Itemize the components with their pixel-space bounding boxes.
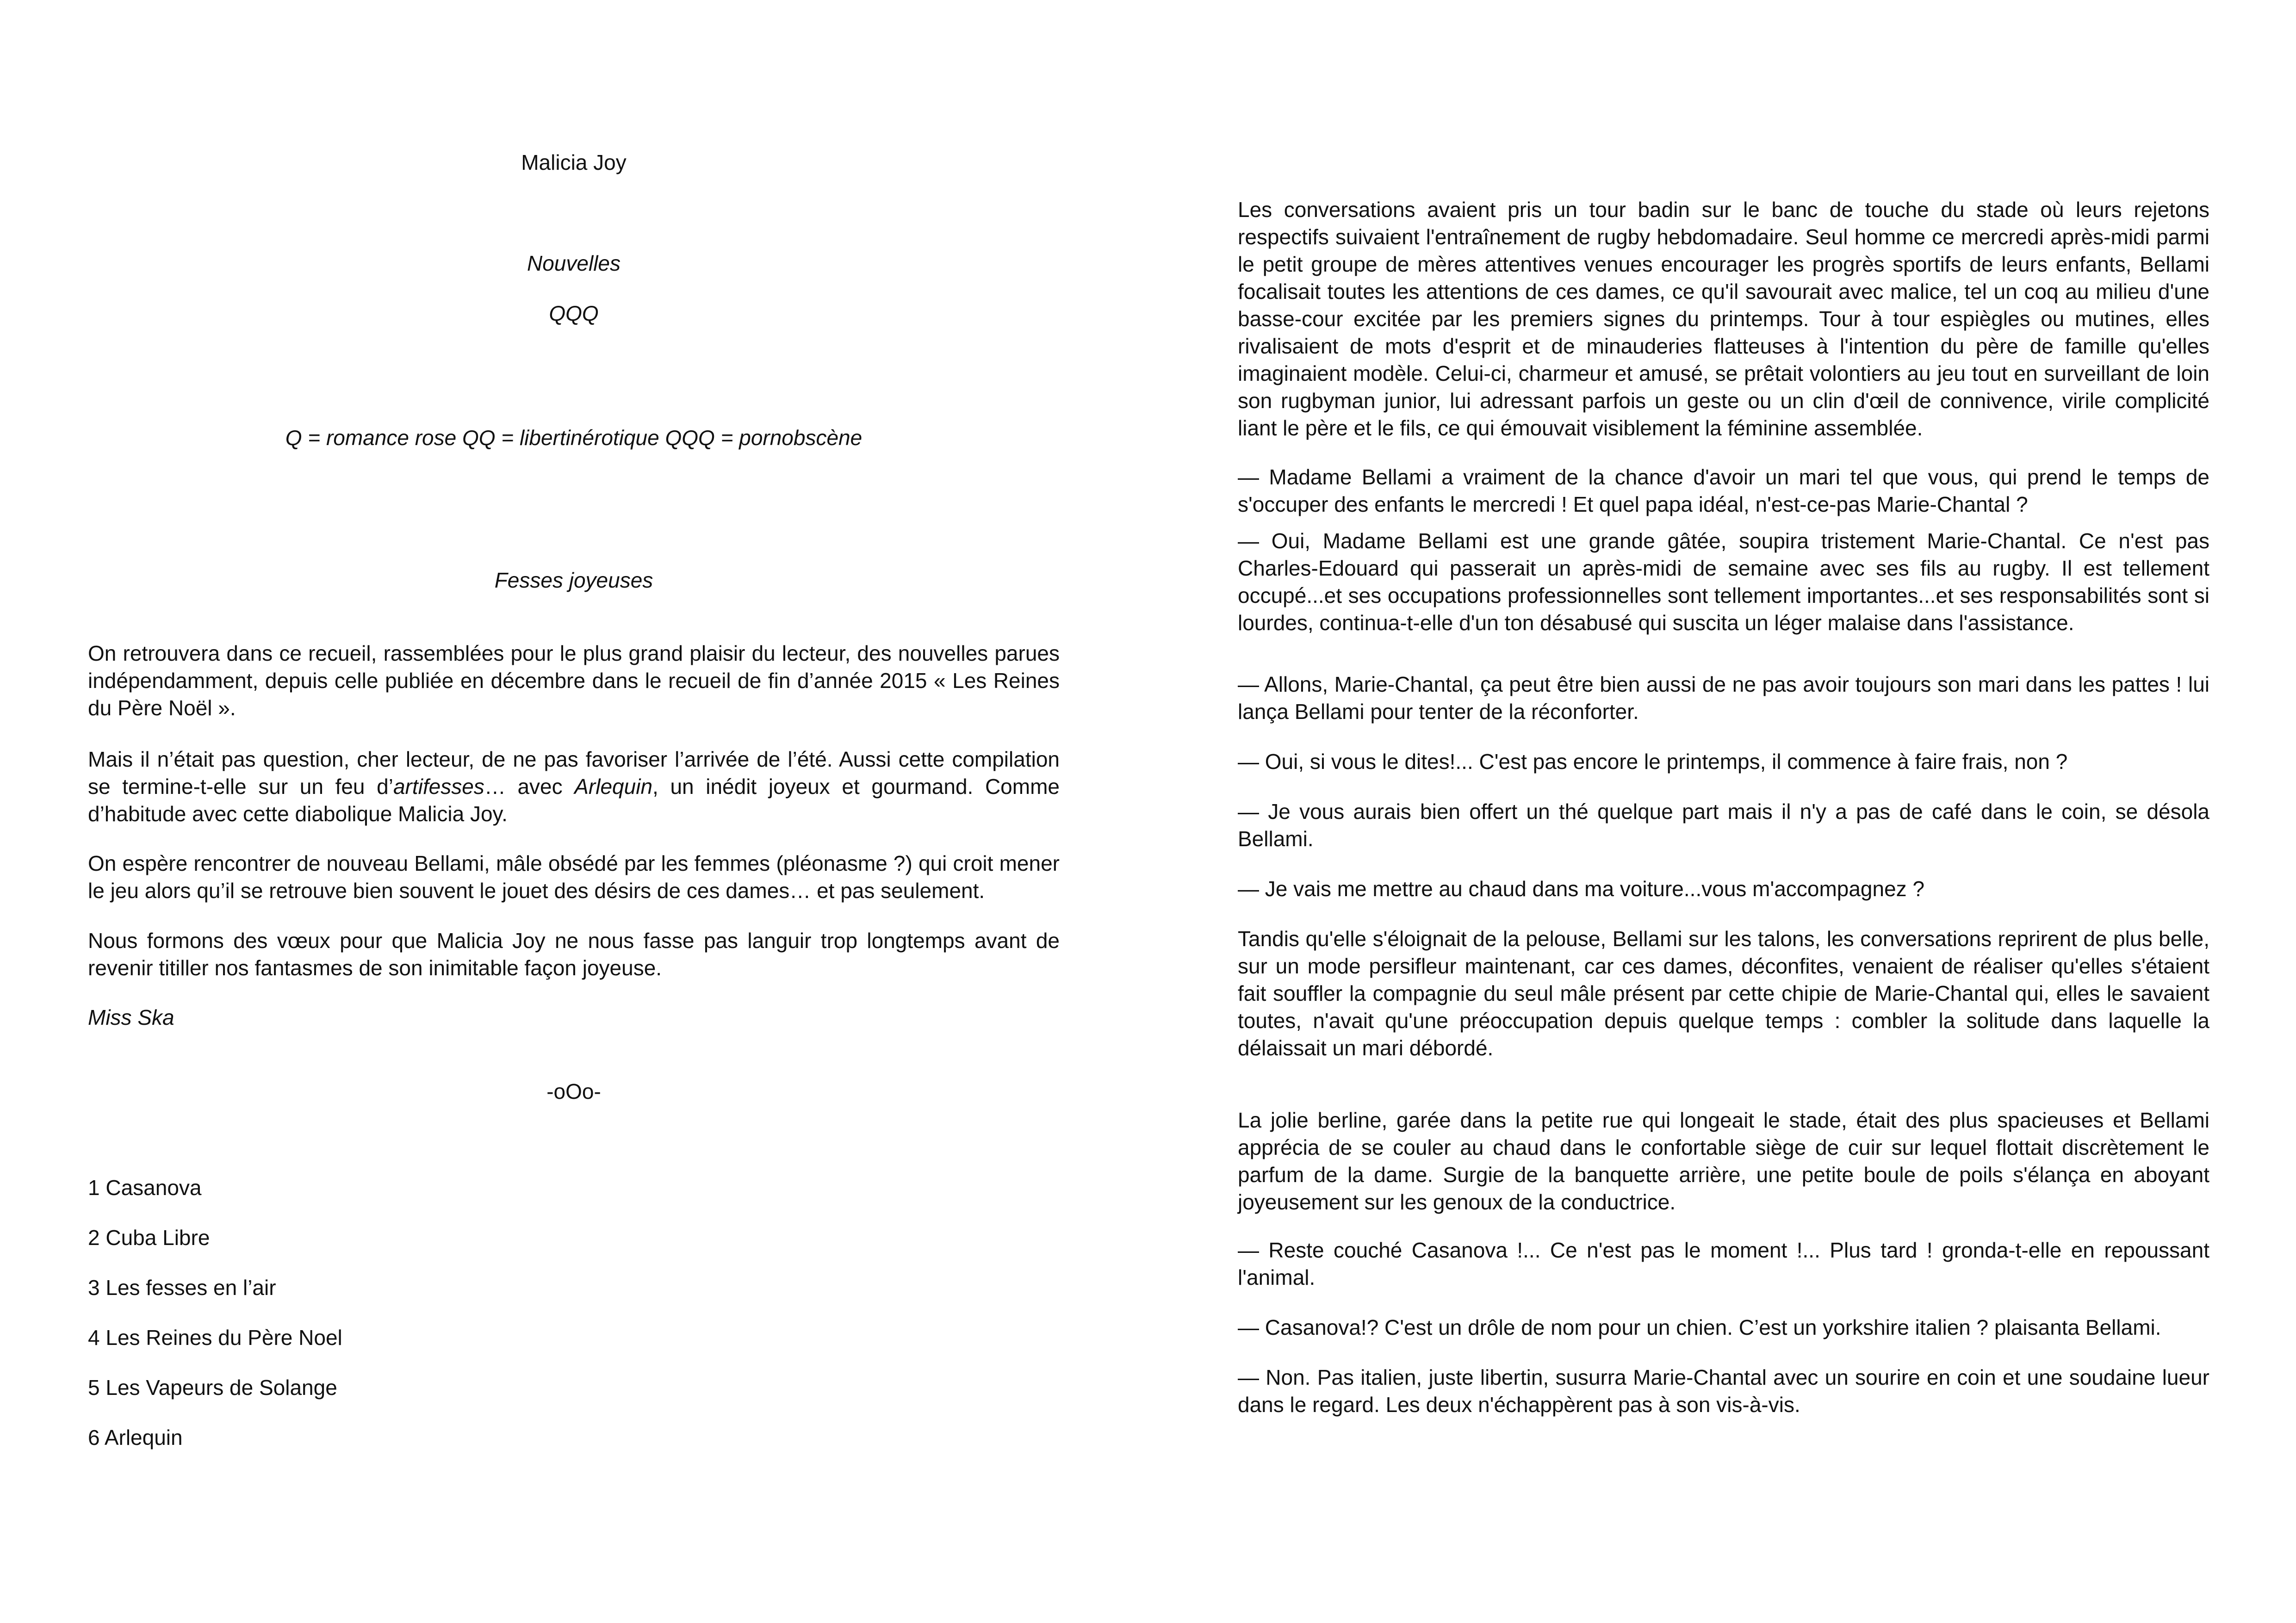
story-paragraph-10: — Reste couché Casanova !... Ce n'est pas le moment !... Plus tard ! gronda-t-elle en repoussant l'animal. [1238, 1238, 2209, 1289]
author-name: Malicia Joy [521, 150, 627, 174]
genre-label: Nouvelles [527, 251, 621, 275]
intro-paragraph-1: On retrouvera dans ce recueil, rassemblées pour le plus grand plaisir du lecteur, des nouvelles parues indépendamment, depuis celle publiée en décembre dans le recueil de fin d’année 2015 « Les Reines du Père Noël ». [88, 641, 1060, 720]
toc-item: 2 Cuba Libre [88, 1226, 210, 1250]
intro-p2-italic-arlequin: Arlequin [574, 774, 653, 799]
intro-paragraph-3: On espère rencontrer de nouveau Bellami, mâle obsédé par les femmes (pléonasme ?) qui croit mener le jeu alors qu’il se retrouve bien souvent le jouet des désirs de ces dames… et pas seulement. [88, 851, 1060, 903]
rating-legend: Q = romance rose QQ = libertinérotique QQQ = pornobscène [285, 426, 863, 450]
rating-label: QQQ [549, 301, 599, 325]
intro-paragraph-2 [88, 746, 1060, 828]
story-paragraph-5: — Oui, si vous le dites!... C'est pas encore le printemps, il commence à faire frais, non ? [1238, 750, 2068, 774]
toc-item: 6 Arlequin [88, 1425, 183, 1450]
intro-p2-text-a: Mais il n’était pas question, cher lecteur, de ne pas favoriser l’arrivée de l’été. Aussi cette compilation se termine-t-elle sur un feu d’ [88, 747, 1060, 799]
story-paragraph-9: La jolie berline, garée dans la petite rue qui longeait le stade, était des plus spacieuses et Bellami apprécia de se couler au chaud dans le confortable siège de cuir sur lequel flottait discrètement le parfum de la dame. Surgie de la banquette arrière, une petite boule de poils s'élança en aboyant joyeusement sur les genoux de la conductrice. [1238, 1108, 2209, 1214]
right-page [1238, 0, 2209, 1623]
collection-title: Fesses joyeuses [494, 568, 653, 592]
intro-p2-text-e: , un inédit joyeux et gourmand. Comme d’habitude avec cette diabolique Malicia Joy. [88, 774, 1060, 826]
signature: Miss Ska [88, 1005, 174, 1029]
toc-item: 4 Les Reines du Père Noel [88, 1326, 342, 1350]
story-paragraph-8: Tandis qu'elle s'éloignait de la pelouse, Bellami sur les talons, les conversations reprirent de plus belle, sur un mode persifleur maintenant, car ces dames, déconfites, venaient de réaliser qu'elles s'étaient fait souffler la compagnie du seul mâle présent par cette chipie de Marie-Chantal qui, elles le savaient toutes, n'avait qu'une préoccupation depuis quelque temps : combler la solitude dans laquelle la délaissait un mari débordé. [1238, 927, 2209, 1060]
story-paragraph-1: Les conversations avaient pris un tour badin sur le banc de touche du stade où leurs rejetons respectifs suivaient l'entraînement de rugby hebdomadaire. Seul homme ce mercredi après-midi parmi le petit groupe de mères attentives venues encourager les progrès sportifs de leurs enfants, Bellami focalisait toutes les attentions de ces dames, ce qu'il savourait avec malice, tel un coq au milieu d'une basse-cour excitée par les premiers signes du printemps. Tour à tour espiègles ou mutines, elles rivalisaient de mots d'esprit et de minauderies flatteuses à l'intention du père de famille qu'elles imaginaient modèle. Celui-ci, charmeur et amusé, se prêtait volontiers au jeu tout en surveillant de loin son rugbyman junior, lui adressant parfois un geste ou un clin d'œil de connivence, virile complicité liant le père et le fils, ce qui émouvait visiblement la féminine assemblée. [1238, 198, 2209, 440]
story-paragraph-7: — Je vais me mettre au chaud dans ma voiture...vous m'accompagnez ? [1238, 877, 1925, 901]
intro-p2-text-c: … avec [484, 774, 575, 799]
separator: -oOo- [546, 1079, 601, 1103]
intro-p2-italic-artifesses: artifesses [393, 774, 484, 799]
left-page [88, 0, 1060, 1623]
story-paragraph-4: — Allons, Marie-Chantal, ça peut être bien aussi de ne pas avoir toujours son mari dans les pattes ! lui lança Bellami pour tenter de la réconforter. [1238, 672, 2209, 724]
toc-item: 5 Les Vapeurs de Solange [88, 1375, 337, 1400]
story-paragraph-2: — Madame Bellami a vraiment de la chance d'avoir un mari tel que vous, qui prend le temps de s'occuper des enfants le mercredi ! Et quel papa idéal, n'est-ce-pas Marie-Chantal ? [1238, 465, 2209, 516]
intro-paragraph-4: Nous formons des vœux pour que Malicia Joy ne nous fasse pas languir trop longtemps avant de revenir titiller nos fantasmes de son inimitable façon joyeuse. [88, 929, 1060, 980]
toc-item: 1 Casanova [88, 1176, 202, 1200]
story-paragraph-3: — Oui, Madame Bellami est une grande gâtée, soupira tristement Marie-Chantal. Ce n'est pas Charles-Edouard qui passerait un après-midi de semaine avec ses fils au rugby. Il est tellement occupé...et ses occupations professionnelles sont tellement importantes...et ses responsabilités sont si lourdes, continua-t-elle d'un ton désabusé qui suscita un léger malaise dans l'assistance. [1238, 529, 2209, 635]
toc-item: 3 Les fesses en l’air [88, 1276, 276, 1300]
story-paragraph-6: — Je vous aurais bien offert un thé quelque part mais il n'y a pas de café dans le coin, se désola Bellami. [1238, 799, 2209, 851]
story-paragraph-12: — Non. Pas italien, juste libertin, susurra Marie-Chantal avec un sourire en coin et une soudaine lueur dans le regard. Les deux n'échappèrent pas à son vis-à-vis. [1238, 1365, 2209, 1417]
story-paragraph-11: — Casanova!? C'est un drôle de nom pour un chien. C’est un yorkshire italien ? plaisanta Bellami. [1238, 1315, 2161, 1339]
